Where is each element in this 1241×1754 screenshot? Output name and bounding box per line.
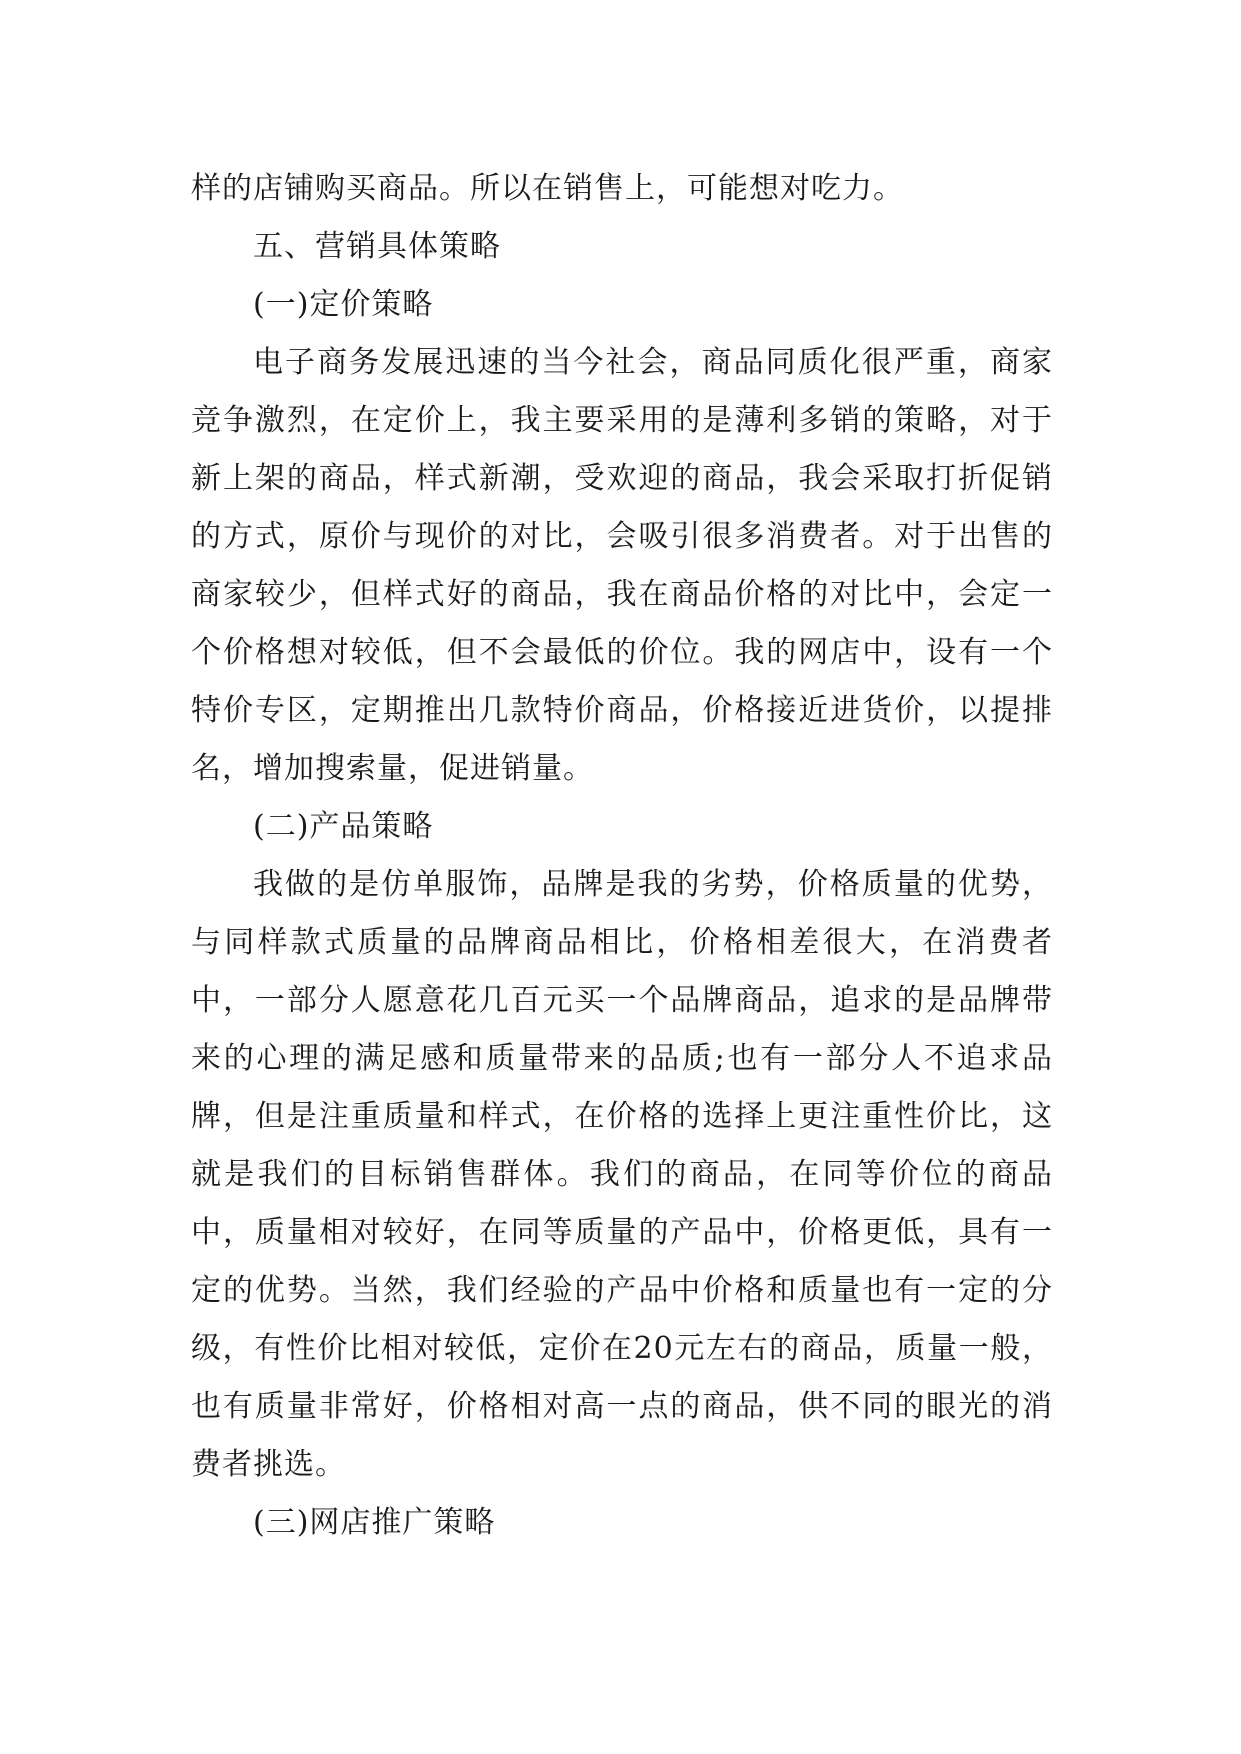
section-heading-marketing-strategy: 五、营销具体策略 [253, 229, 501, 264]
paragraph-pricing: 电子商务发展迅速的当今社会，商品同质化很严重，商家竞争激烈，在定价上，我主要采用的是薄利多销的策略，对于新上架的商品，样式新潮，受欢迎的商品，我会采取打折促销的方式，原价与现价的对比，会吸引很多消费者。对于出售的商家较少，但样式好的商品，我在商品价格的对比中，会定一个价格想对较低，但不会最低的价位。我的网店中，设有一个特价专区，定期推出几款特价商品，价格接近进货价，以提排名，增加搜索量，促进销量。 [191, 345, 1053, 786]
paragraph-continuation: 样的店铺购买商品。所以在销售上，可能想对吃力。 [191, 171, 904, 206]
subheading-pricing-strategy: (一)定价策略 [253, 287, 434, 322]
subheading-product-strategy: (二)产品策略 [253, 809, 434, 844]
document-body [191, 160, 1053, 1552]
paragraph-product: 我做的是仿单服饰，品牌是我的劣势，价格质量的优势，与同样款式质量的品牌商品相比，价格相差很大，在消费者中，一部分人愿意花几百元买一个品牌商品，追求的是品牌带来的心理的满足感和质量带来的品质;也有一部分人不追求品牌，但是注重质量和样式，在价格的选择上更注重性价比，这就是我们的目标销售群体。我们的商品，在同等价位的商品中，质量相对较好，在同等质量的产品中，价格更低，具有一定的优势。当然，我们经验的产品中价格和质量也有一定的分级，有性价比相对较低，定价在20元左右的商品，质量一般，也有质量非常好，价格相对高一点的商品，供不同的眼光的消费者挑选。 [191, 867, 1053, 1482]
subheading-promotion-strategy: (三)网店推广策略 [253, 1505, 496, 1540]
